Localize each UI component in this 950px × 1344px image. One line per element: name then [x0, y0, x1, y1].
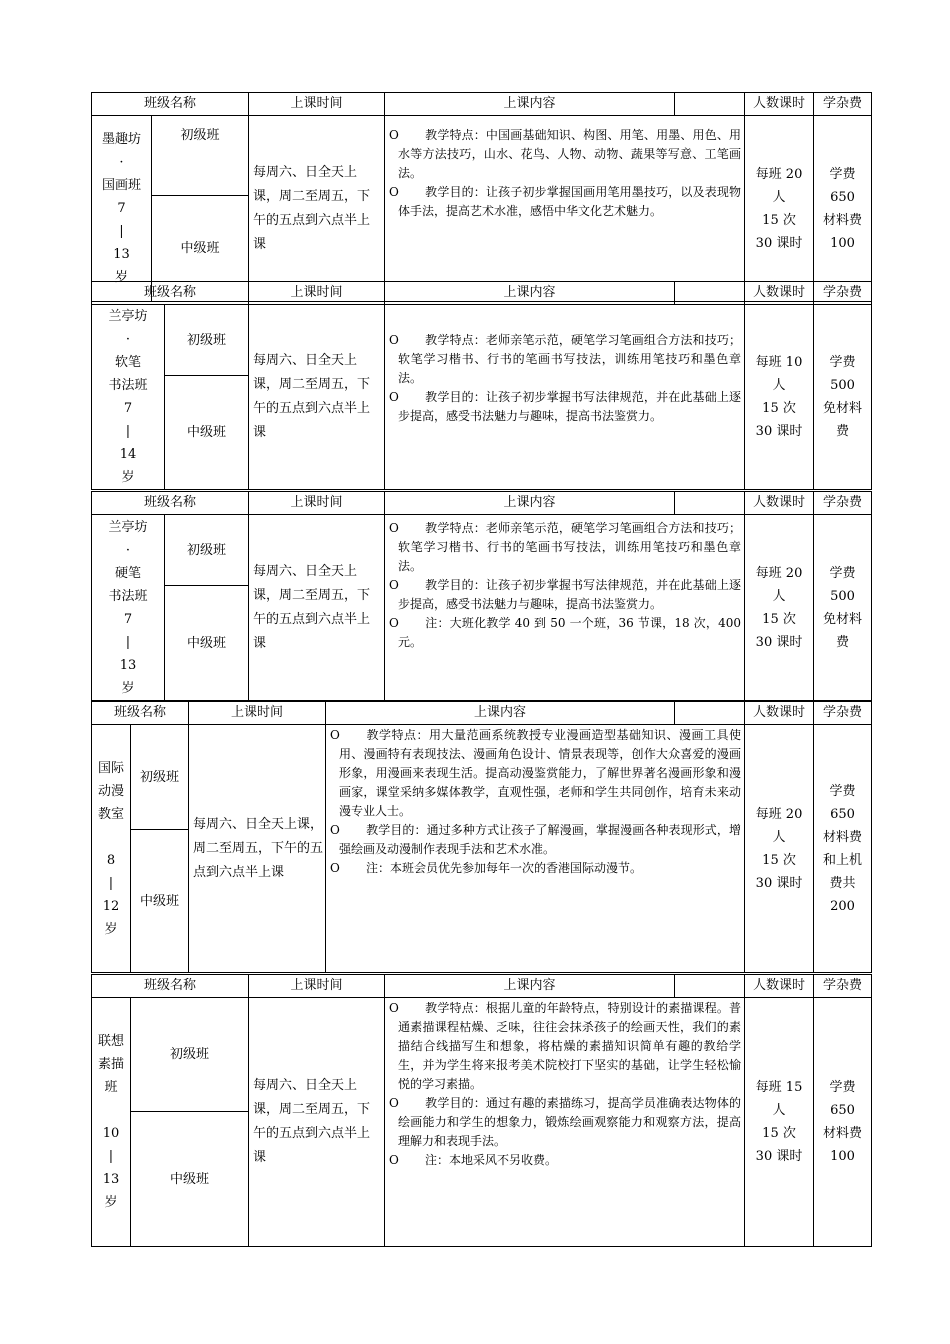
class-time-cell: 每周六、日全天上课，周二至周五，下午的五点到六点半上课 — [249, 305, 385, 490]
class-time-cell: 每周六、日全天上课，周二至周五，下午的五点到六点半上课 — [249, 116, 385, 302]
class-section-soft-calligraphy — [91, 281, 871, 490]
class-fee-cell: 学费 650 材料费 和上机 费共 200 — [814, 725, 872, 973]
class-content-cell — [385, 116, 745, 302]
class-section-guohua — [91, 92, 871, 302]
content-paragraph: O 教学特点：中国画基础知识、构图、用笔、用墨、用色、用水等方法技巧，山水、花鸟、人物、动物、蔬果等写意、工笔画法。 — [389, 128, 742, 180]
header-empty — [675, 93, 745, 116]
header-class-name: 班级名称 — [92, 492, 249, 515]
class-fee-cell: 学费 650 材料费 100 — [814, 998, 872, 1247]
level-beginner: 初级班 — [165, 515, 249, 586]
header-class-name: 班级名称 — [92, 93, 249, 116]
header-empty — [675, 975, 745, 998]
class-size-cell: 每班 10 人 15 次 30 课时 — [745, 305, 814, 490]
header-class-name: 班级名称 — [92, 282, 249, 305]
class-content-cell — [385, 998, 745, 1247]
class-name-cell: 墨趣坊 · 国画班 7 | 13 岁 — [92, 116, 152, 302]
content-paragraph: O 教学特点：老师亲笔示范，硬笔学习笔画组合方法和技巧；软笔学习楷书、行书的笔画书写技法，训练用笔技巧和墨色章法。 — [389, 333, 742, 385]
class-section-hard-calligraphy — [91, 491, 871, 701]
header-class-name: 班级名称 — [92, 975, 249, 998]
header-size: 人数课时 — [745, 975, 814, 998]
header-size: 人数课时 — [745, 492, 814, 515]
header-class-time: 上课时间 — [249, 282, 385, 305]
class-content-cell — [385, 305, 745, 490]
class-fee-cell: 学费 650 材料费 100 — [814, 116, 872, 302]
class-size-cell: 每班 20 人 15 次 30 课时 — [745, 515, 814, 701]
header-fee: 学杂费 — [814, 702, 872, 725]
header-fee: 学杂费 — [814, 975, 872, 998]
header-size: 人数课时 — [745, 93, 814, 116]
level-intermediate: 中级班 — [131, 1112, 249, 1247]
header-class-content: 上课内容 — [326, 702, 675, 725]
class-content-cell — [326, 725, 745, 973]
level-beginner: 初级班 — [131, 998, 249, 1112]
class-size-cell: 每班 15 人 15 次 30 课时 — [745, 998, 814, 1247]
header-empty — [675, 702, 745, 725]
class-name-cell: 兰亭坊 · 软笔 书法班 7 | 14 岁 — [92, 305, 165, 490]
header-fee: 学杂费 — [814, 282, 872, 305]
level-beginner: 初级班 — [131, 725, 189, 830]
content-paragraph: O 注：本地采风不另收费。 — [389, 1153, 558, 1167]
content-paragraph: O 注：本班会员优先参加每年一次的香港国际动漫节。 — [330, 861, 643, 875]
content-paragraph: O 教学目的：通过多种方式让孩子了解漫画，掌握漫画各种表现形式，增强绘画及动漫制作表现手法和艺术水准。 — [330, 823, 742, 856]
header-empty — [675, 492, 745, 515]
content-paragraph: O 教学特点：根据儿童的年龄特点，特别设计的素描课程。普通素描课程枯燥、乏味，往往会抹杀孩子的绘画天性，我们的素描结合线描写生和想象，将枯燥的素描知识简单有趣的教给学生，并为学生将来报考美术院校打下坚实的基础，让学生轻松愉悦的学习素描。 — [389, 1001, 742, 1091]
header-class-time: 上课时间 — [249, 93, 385, 116]
header-size: 人数课时 — [745, 282, 814, 305]
header-class-content: 上课内容 — [385, 282, 675, 305]
class-time-cell: 每周六、日全天上课，周二至周五，下午的五点到六点半上课 — [249, 998, 385, 1247]
class-name-cell: 兰亭坊 · 硬笔 书法班 7 | 13 岁 — [92, 515, 165, 701]
header-class-content: 上课内容 — [385, 492, 675, 515]
class-content-cell — [385, 515, 745, 701]
header-class-time: 上课时间 — [249, 975, 385, 998]
header-fee: 学杂费 — [814, 492, 872, 515]
class-fee-cell: 学费 500 免材料 费 — [814, 515, 872, 701]
level-intermediate: 中级班 — [152, 196, 249, 302]
content-paragraph: O 教学目的：通过有趣的素描练习，提高学员准确表达物体的绘画能力和学生的想象力，锻炼绘画观察能力和观察方法，提高理解力和表现手法。 — [389, 1096, 742, 1148]
class-section-animation — [91, 701, 871, 973]
class-fee-cell: 学费 500 免材料 费 — [814, 305, 872, 490]
content-paragraph: O 教学目的：让孩子初步掌握书写法律规范，并在此基础上逐步提高，感受书法魅力与趣味，提高书法鉴赏力。 — [389, 578, 742, 611]
level-intermediate: 中级班 — [165, 376, 249, 490]
header-size: 人数课时 — [745, 702, 814, 725]
header-class-content: 上课内容 — [385, 975, 675, 998]
content-paragraph: O 注：大班化教学 40 到 50 一个班，36 节课，18 次，400 元。 — [389, 616, 742, 649]
header-class-time: 上课时间 — [189, 702, 326, 725]
class-time-cell: 每周六、日全天上课，周二至周五，下午的五点到六点半上课 — [249, 515, 385, 701]
level-intermediate: 中级班 — [165, 586, 249, 701]
class-time-cell: 每周六、日全天上课，周二至周五，下午的五点到六点半上课 — [189, 725, 326, 973]
header-class-time: 上课时间 — [249, 492, 385, 515]
header-class-content: 上课内容 — [385, 93, 675, 116]
level-beginner: 初级班 — [165, 305, 249, 376]
class-size-cell: 每班 20 人 15 次 30 课时 — [745, 116, 814, 302]
content-paragraph: O 教学特点：用大量范画系统教授专业漫画造型基础知识、漫画工具使用、漫画特有表现技法、漫画角色设计、情景表现等，创作大众喜爱的漫画形象，用漫画来表现生活。提高动漫鉴赏能力，了解世界著名漫画形象和漫画家，课堂采纳多媒体教学，直观性强，老师和学生共同创作，培育未来动漫专业人士。 — [330, 728, 742, 818]
content-paragraph: O 教学目的：让孩子初步掌握国画用笔用墨技巧，以及表现物体手法，提高艺术水准，感悟中华文化艺术魅力。 — [389, 185, 742, 218]
header-empty — [675, 282, 745, 305]
level-intermediate: 中级班 — [131, 830, 189, 973]
class-name-cell: 联想 素描 班 10 | 13 岁 — [92, 998, 131, 1247]
class-name-cell: 国际 动漫 教室 8 | 12 岁 — [92, 725, 131, 973]
class-size-cell: 每班 20 人 15 次 30 课时 — [745, 725, 814, 973]
content-paragraph: O 教学目的：让孩子初步掌握书写法律规范，并在此基础上逐步提高，感受书法魅力与趣味，提高书法鉴赏力。 — [389, 390, 742, 423]
content-paragraph: O 教学特点：老师亲笔示范，硬笔学习笔画组合方法和技巧；软笔学习楷书、行书的笔画书写技法，训练用笔技巧和墨色章法。 — [389, 521, 742, 573]
class-section-sketch — [91, 974, 871, 1247]
header-class-name: 班级名称 — [92, 702, 189, 725]
header-fee: 学杂费 — [814, 93, 872, 116]
level-beginner: 初级班 — [152, 116, 249, 196]
